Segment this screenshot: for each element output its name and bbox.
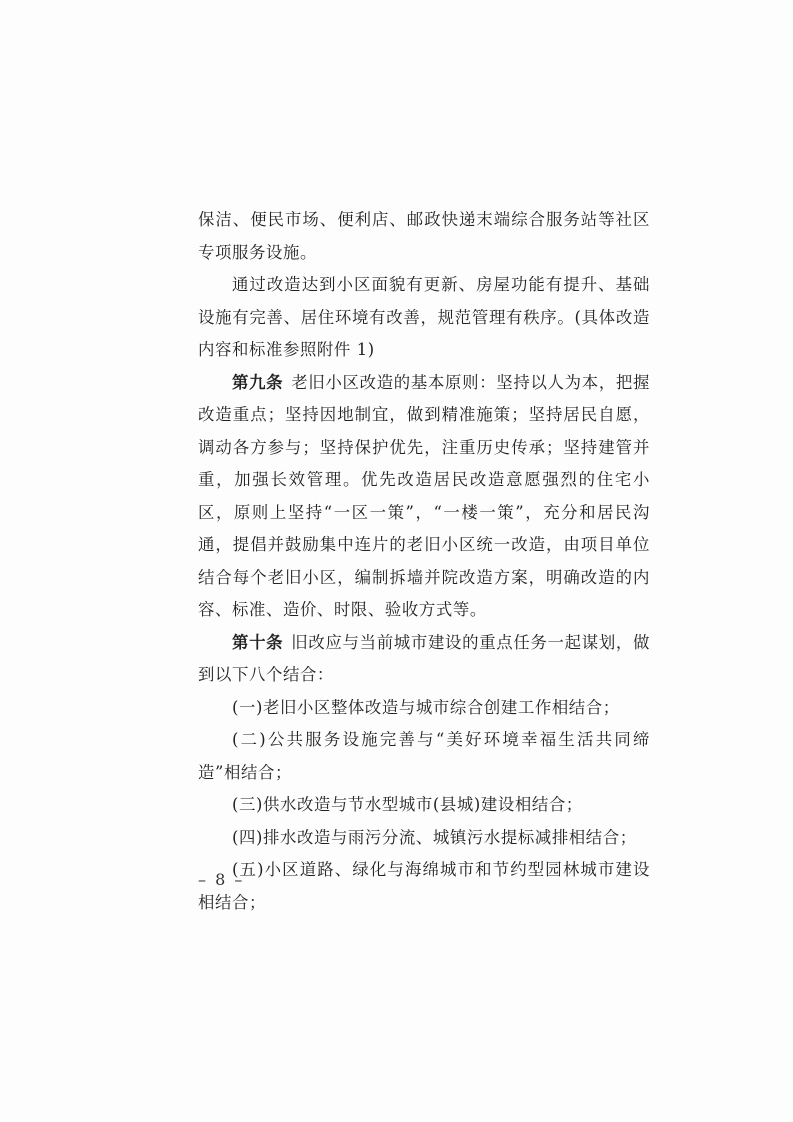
paragraph-text: (三)供水改造与节水型城市(县城)建设相结合； bbox=[232, 795, 583, 814]
paragraph-text: 旧改应与当前城市建设的重点任务一起谋划，做到以下八个结合： bbox=[198, 632, 650, 684]
article-label: 第九条 bbox=[232, 372, 284, 392]
paragraph-1 bbox=[198, 204, 650, 269]
paragraph-2 bbox=[198, 269, 650, 367]
article-10 bbox=[198, 627, 650, 692]
paragraph-text: (五)小区道路、绿化与海绵城市和节约型园林城市建设相结合； bbox=[198, 860, 650, 912]
paragraph-text: (四)排水改造与雨污分流、城镇污水提标减排相结合； bbox=[232, 827, 637, 847]
list-item-4 bbox=[198, 822, 650, 855]
list-item-3 bbox=[198, 789, 650, 822]
article-9 bbox=[198, 367, 650, 627]
list-item-5 bbox=[198, 854, 650, 919]
list-item-2 bbox=[198, 724, 650, 789]
paragraph-text: 老旧小区改造的基本原则：坚持以人为本，把握改造重点；坚持因地制宜，做到精准施策；坚持居民自愿，调动各方参与；坚持保护优先，注重历史传承；坚持建管并重，加强长效管理。优先改造居民改造意愿强烈的住宅小区，原则上坚持“一区一策”，“一楼一策”，充分和居民沟通，提倡并鼓励集中连片的老旧小区统一改造，由项目单位结合每个老旧小区，编制拆墙并院改造方案，明确改造的内容、标准、造价、时限、验收方式等。 bbox=[198, 372, 650, 619]
body-text bbox=[198, 204, 650, 919]
article-label: 第十条 bbox=[232, 632, 284, 652]
paragraph-text: 保洁、便民市场、便利店、邮政快递末端综合服务站等社区专项服务设施。 bbox=[198, 210, 650, 262]
page-number: – 8 – bbox=[198, 870, 245, 889]
paragraph-text: 通过改造达到小区面貌有更新、房屋功能有提升、基础设施有完善、居住环境有改善，规范管理有秩序。(具体改造内容和标准参照附件 1) bbox=[198, 275, 650, 359]
list-item-1 bbox=[198, 692, 650, 725]
paragraph-text: (一)老旧小区整体改造与城市综合创建工作相结合； bbox=[232, 697, 620, 717]
paragraph-text: (二)公共服务设施完善与“美好环境幸福生活共同缔造”相结合； bbox=[198, 730, 650, 782]
